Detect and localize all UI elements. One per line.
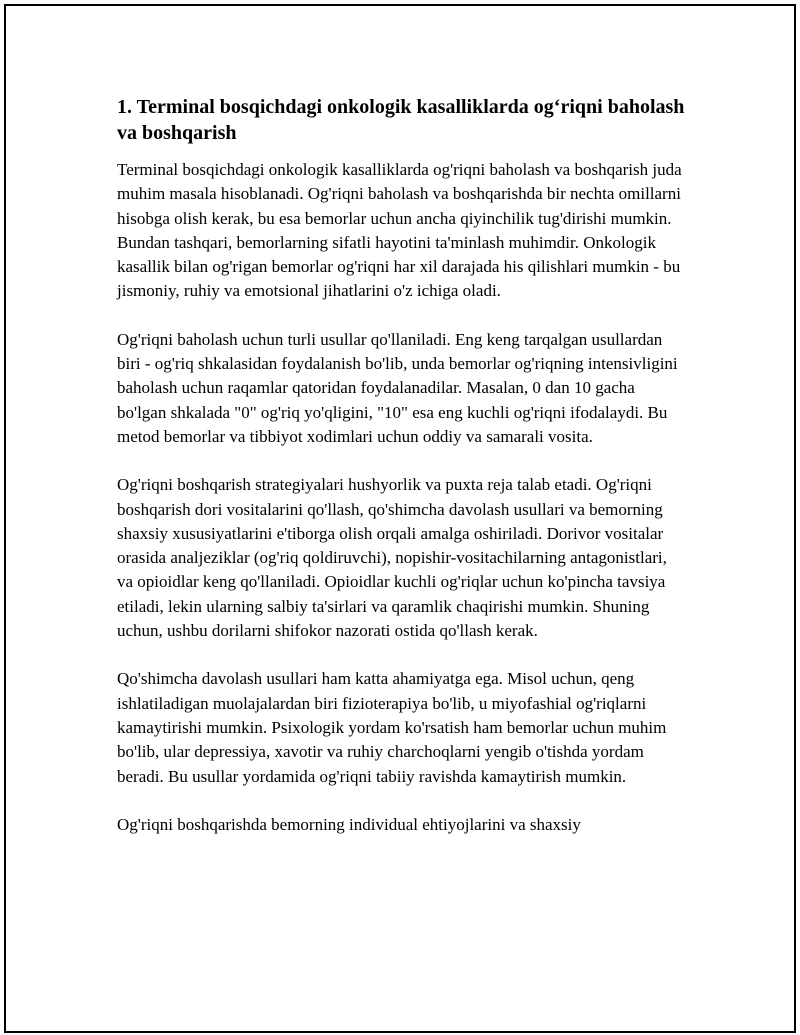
document-body <box>117 94 687 861</box>
paragraph-4: Qo'shimcha davolash usullari ham katta ahamiyatga ega. Misol uchun, qeng ishlatiladigan muolajalardan biri fizioterapiya bo'lib, u miyofashial og'riqlarni kamaytirishi mumkin. Psixologik yordam ko'rsatish ham bemorlar uchun muhim bo'lib, ular depressiya, xavotir va ruhiy charchoqlarni yengib o'tishda yordam beradi. Bu usullar yordamida og'riqni tabiiy ravishda kamaytirish mumkin. <box>117 669 667 786</box>
paragraph-3: Og'riqni boshqarish strategiyalari hushyorlik va puxta reja talab etadi. Og'riqni boshqarish dori vositalarini qo'llash, qo'shimcha davolash usullari va bemorning shaxsiy xususiyatlarini e'tiborga olish orqali amalga oshiriladi. Dorivor vositalar orasida analjeziklar (og'riq qoldiruvchi), nopishir-vositachilarning antagonistlari, va opioidlar keng qo'llaniladi. Opioidlar kuchli og'riqlar uchun ko'pincha tavsiya etiladi, lekin ularning salbiy ta'sirlari va qaramlik chaqirishi mumkin. Shuning uchun, ushbu dorilarni shifokor nazorati ostida qo'llash kerak. <box>117 475 667 641</box>
section-heading: 1. Terminal bosqichdagi onkologik kasalliklarda og‘riqni baholash va boshqarish <box>117 96 685 144</box>
paragraph-2: Og'riqni baholash uchun turli usullar qo'llaniladi. Eng keng tarqalgan usullardan biri - og'riq shkalasidan foydalanish bo'lib, unda bemorlar og'riqning intensivligini baholash uchun raqamlar qatoridan foydalanadilar. Masalan, 0 dan 10 gacha bo'lgan shkalada "0" og'riq yo'qligini, "10" esa eng kuchli og'riqni ifodalaydi. Bu metod bemorlar va tibbiyot xodimlari uchun oddiy va samarali vosita. <box>117 329 678 446</box>
paragraph-1: Terminal bosqichdagi onkologik kasalliklarda og'riqni baholash va boshqarish juda muhim masala hisoblanadi. Og'riqni baholash va boshqarishda bir nechta omillarni hisobga olish kerak, bu esa bemorlar uchun ancha qiyinchilik tug'dirishi mumkin. Bundan tashqari, bemorlarning sifatli hayotini ta'minlash muhimdir. Onkologik kasallik bilan og'rigan bemorlar og'riqni har xil darajada his qilishlari mumkin - bu jismoniy, ruhiy va emotsional jihatlarini o'z ichiga oladi. <box>117 160 682 301</box>
paragraph-5: Og'riqni boshqarishda bemorning individual ehtiyojlarini va shaxsiy <box>117 814 581 834</box>
